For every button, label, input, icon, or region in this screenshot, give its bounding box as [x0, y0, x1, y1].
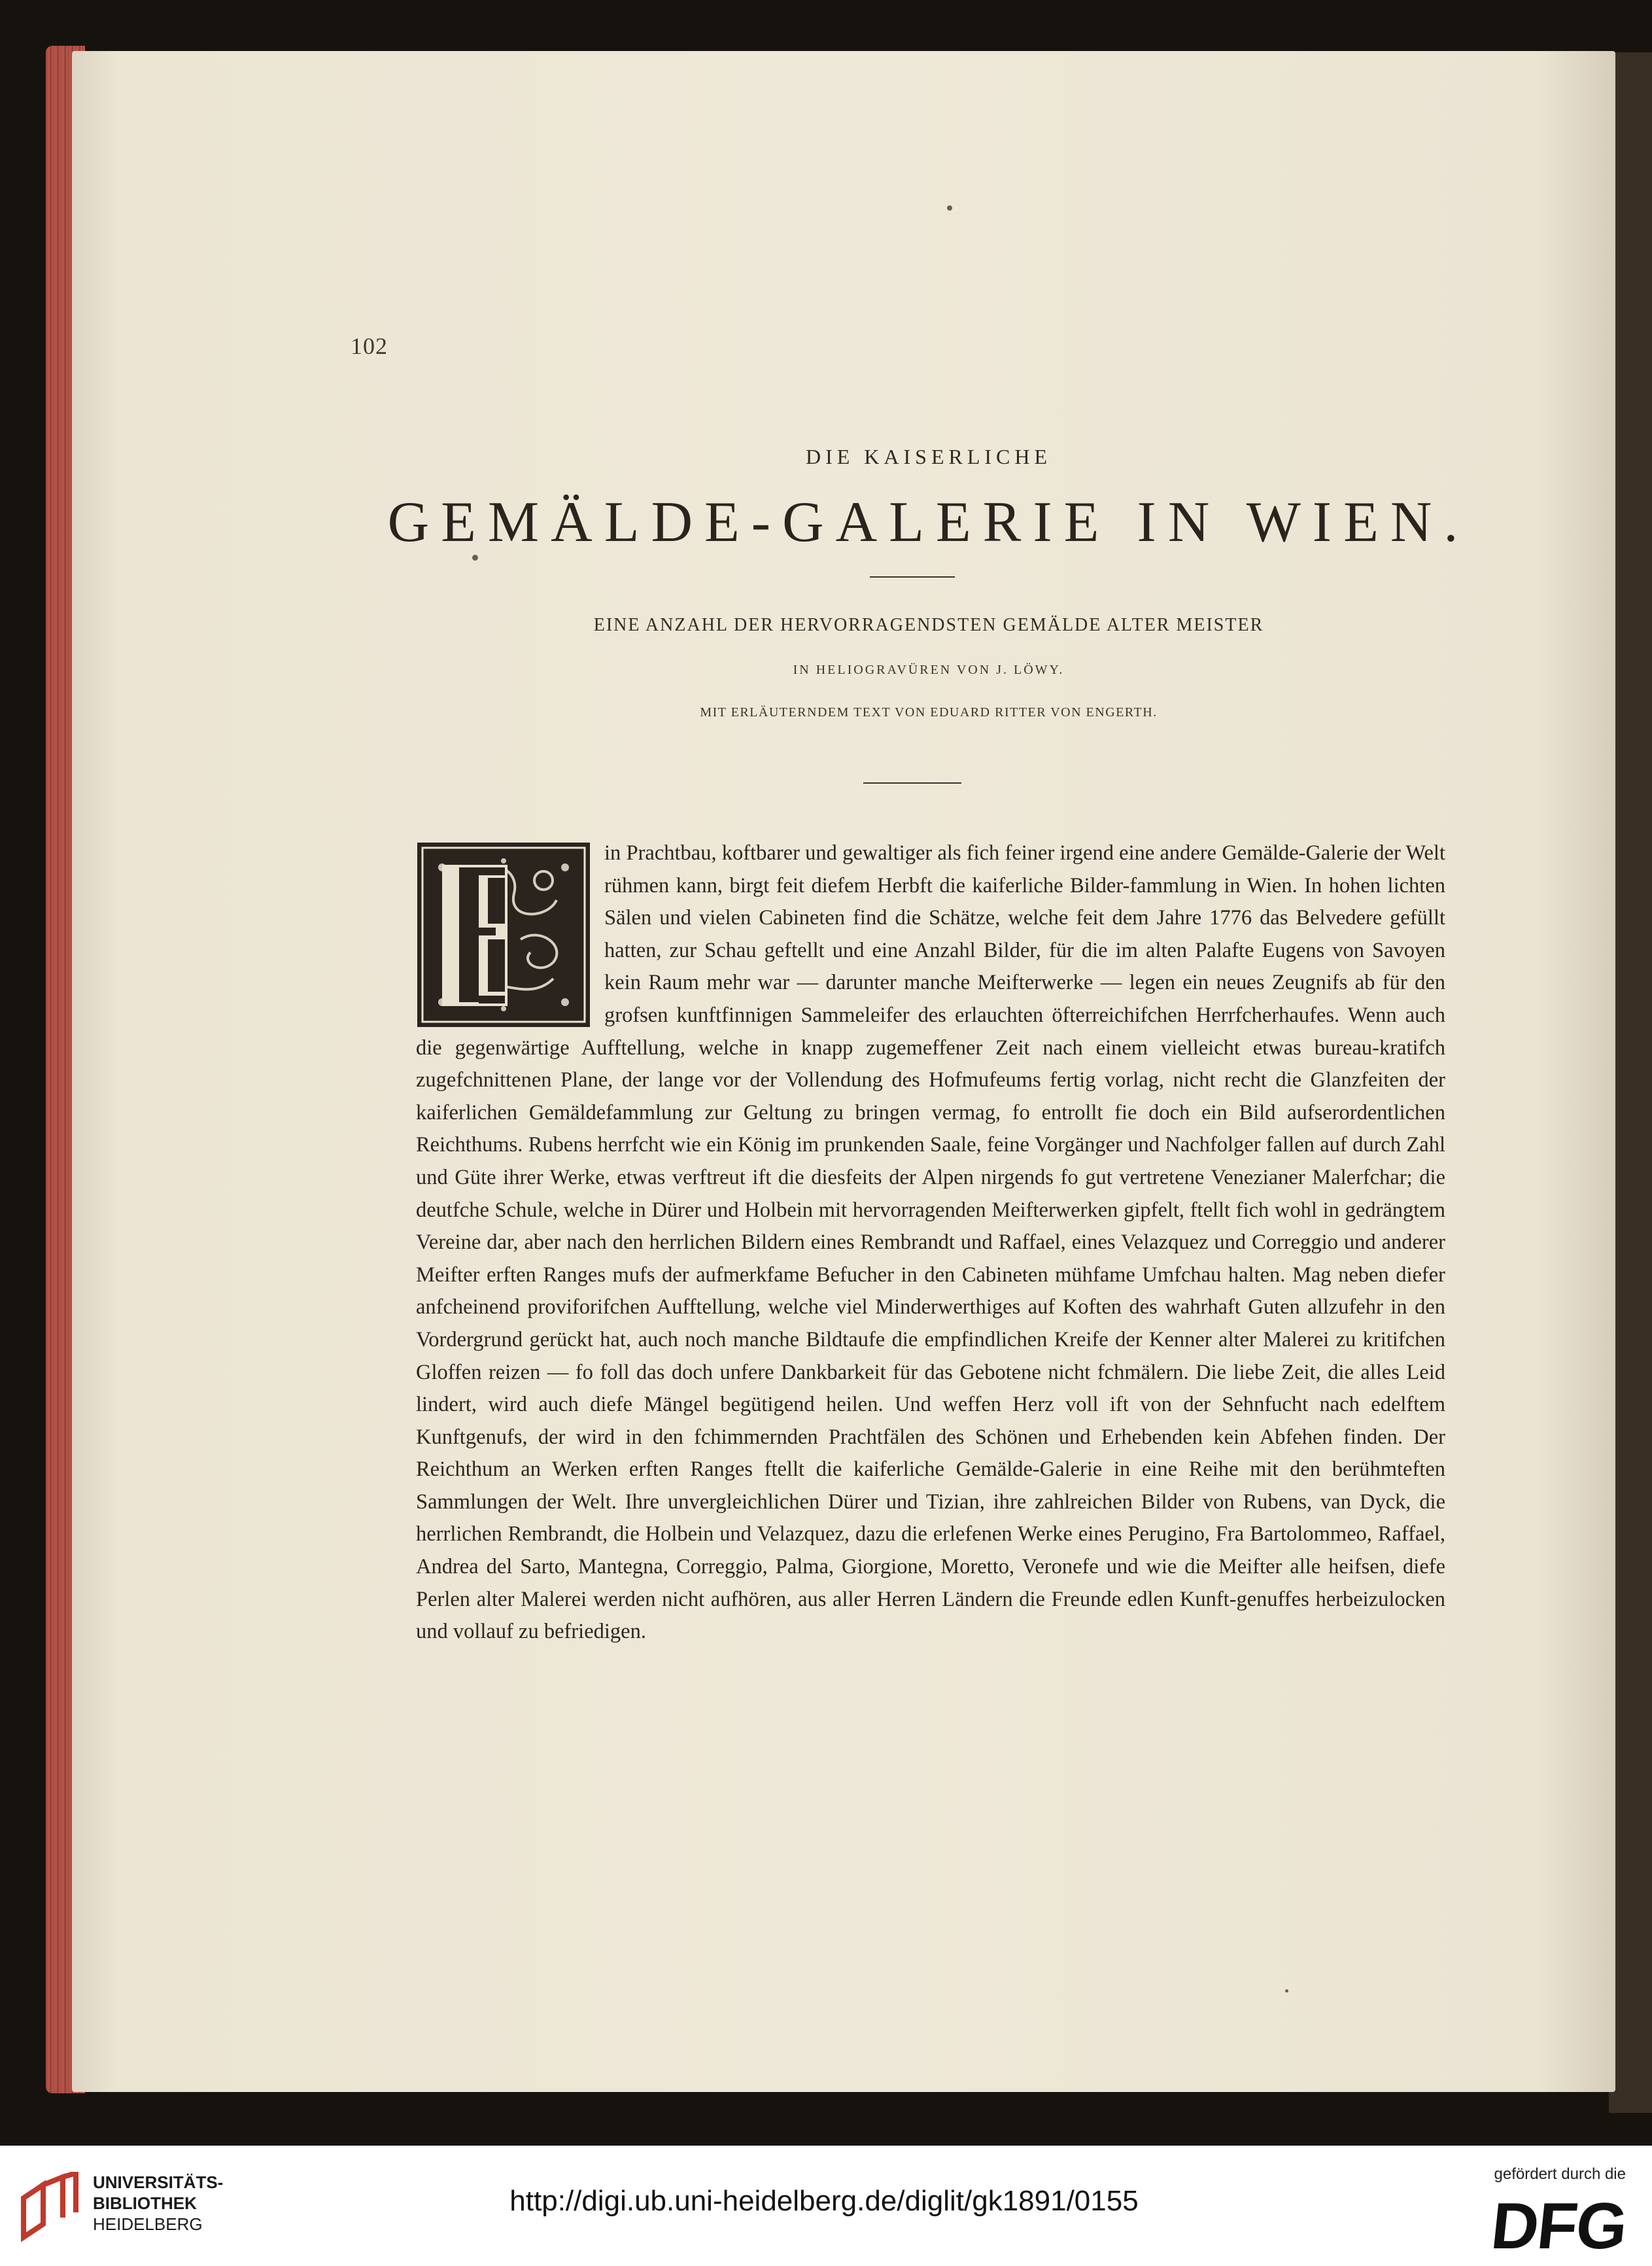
- ornamental-initial-e-icon: [416, 841, 591, 1028]
- ub-heidelberg-logo-icon: [17, 2172, 82, 2244]
- digitization-footer: [0, 2146, 1652, 2266]
- dfg-logo: DFG: [1488, 2189, 1630, 2263]
- page-number: 102: [351, 333, 388, 359]
- library-name: [93, 2172, 223, 2235]
- body-paragraph: [416, 837, 1445, 1648]
- heliogravure-credit: IN HELIOGRAVÜREN VON J. LÖWY.: [793, 663, 1065, 677]
- title-divider: [870, 576, 955, 578]
- decorated-initial: [416, 841, 591, 1028]
- title-kicker: DIE KAISERLICHE: [805, 445, 1052, 468]
- paper-speck: [1285, 1989, 1288, 1993]
- text-author-credit: MIT ERLÄUTERNDEM TEXT VON EDUARD RITTER VON ENGERTH.: [700, 705, 1158, 720]
- page-title: GEMÄLDE-GALERIE IN WIEN.: [387, 491, 1470, 554]
- permalink-url[interactable]: http://digi.ub.uni-heidelberg.de/diglit/gk1891/0155: [509, 2185, 1139, 2217]
- library-name-line: UNIVERSITÄTS-: [93, 2172, 224, 2192]
- library-name-line: BIBLIOTHEK: [93, 2193, 197, 2213]
- library-name-line: HEIDELBERG: [93, 2214, 203, 2234]
- paper-speck: [947, 205, 952, 211]
- paper-speck: [472, 555, 478, 561]
- sponsor-note: gefördert durch die: [1494, 2165, 1626, 2183]
- body-text: in Prachtbau, koftbarer und gewaltiger als fich feiner irgend eine andere Gemälde-Galerie der Welt rühmen kann, birgt feit diefem Herbft die kaiferliche Bilder-fammlung in Wien. In hohen lichten Sälen und vielen Cabineten find die Schätze, welche feit dem Jahre 1776 das Belvedere gefüllt hatten, zur Schau geftellt und eine Anzahl Bilder, für die im alten Palafte Eugens von Savoyen kein Raum mehr war — darunter manche Meifterwerke — legen ein neues Zeugnifs ab für den grofsen kunftfinnigen Sammeleifer des erlauchten öfterreichifchen Herrfcherhaufes. Wenn auch die gegenwärtige Aufftellung, welche in knapp zugemeffener Zeit nach einem vielleicht etwas bureau-kratifch zugefchnittenen Plane, der lange vor der Vollendung des Hofmufeums fertig vorlag, nicht recht die Glanzfeiten der kaiferlichen Gemäldefammlung zur Geltung zu bringen vermag, fo entrollt fie doch ein Bild aufserordentlichen Reichthums. Rubens herrfcht wie ein König im prunkenden Saale, feine Vorgänger und Nachfolger fallen auf durch Zahl und Güte ihrer Werke, etwas verftreut ift die diesfeits der Alpen nirgends fo gut vertretene Venezianer Malerfchar; die deutfche Schule, welche in Dürer und Holbein mit hervorragenden Meifterwerken gipfelt, ftellt fich wohl in gedrängtem Vereine dar, aber nach den herrlichen Bildern eines Rembrandt und Raffael, eines Velazquez und Correggio und anderer Meifter erften Ranges mufs der aufmerkfame Befucher in den Cabineten mühfame Umfchau halten. Mag neben diefer anfcheinend proviforifchen Aufftellung, welche viel Minderwerthiges auf Koften des wahrhaft Guten allzufehr in den Vordergrund gerückt hat, auch noch manche Bildtaufe die empfindlichen Kreife der Kenner alter Malerei zu kritifchen Gloffen reizen — fo foll das doch unfere Dankbarkeit für das Gebotene nicht fchmälern. Die liebe Zeit, die alles Leid lindert, wird auch diefe Mängel begütigend heilen. Und weffen Herz voll ift von der Sehnfucht nach edelftem Kunftgenufs, der wird in den fchimmernden Prachtfälen des Schönen und Erhebenden kein Abfehen finden. Der Reichthum an Werken erften Ranges ftellt die kaiferliche Gemälde-Galerie in eine Reihe mit den berühmteften Sammlungen der Welt. Ihre unvergleichlichen Dürer und Tizian, ihre zahlreichen Bilder von Rubens, van Dyck, die herrlichen Rembrandt, die Holbein und Velazquez, dazu die erlefenen Werke eines Perugino, Fra Bartolommeo, Raffael, Andrea del Sarto, Mantegna, Correggio, Palma, Giorgione, Moretto, Veronefe und wie die Meifter alle heifsen, diefe Perlen alter Malerei werden nicht aufhören, aus aller Herren Ländern die Freunde edlen Kunft-genuffes herbeizulocken und vollauf zu befriedigen.: [416, 841, 1445, 1644]
- subtitle: EINE ANZAHL DER HERVORRAGENDSTEN GEMÄLDE ALTER MEISTER: [593, 615, 1264, 635]
- section-divider: [863, 782, 961, 784]
